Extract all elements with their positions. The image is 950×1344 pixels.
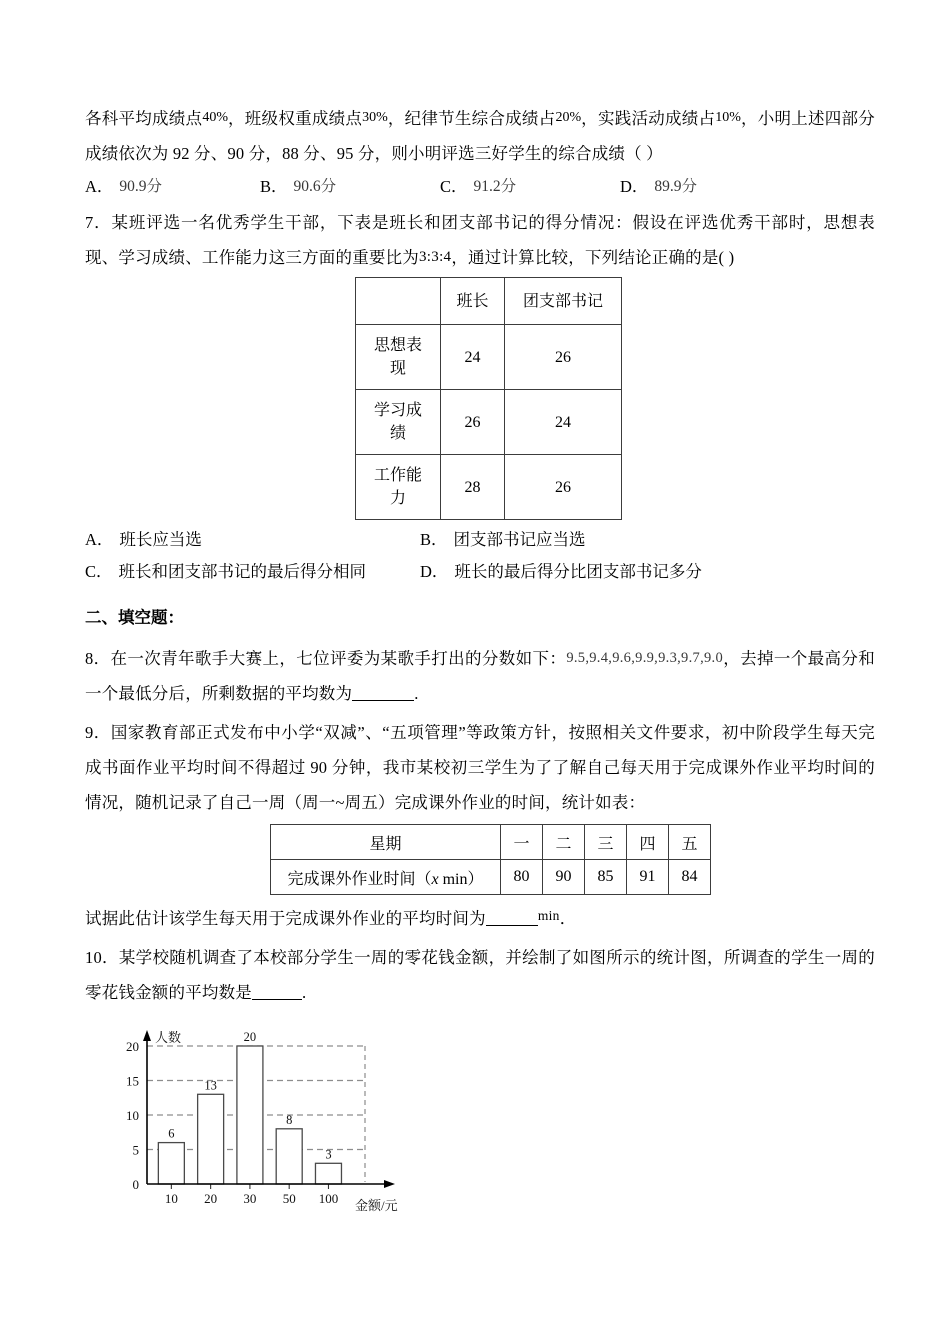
table-row [356,455,622,520]
x-axis-label: 金额/元 [355,1198,398,1213]
q9-unit: min [537,908,560,923]
q6-choice-c-value: 91.2分 [473,178,517,195]
q9-number: 9． [85,723,111,742]
bar-chart-svg [103,1024,423,1219]
q7-header-blank [356,278,441,325]
question-7-choices-row-1 [85,524,875,556]
q7-row-2-name: 工作能力 [356,455,441,520]
y-tick-label: 15 [126,1073,139,1089]
question-9-table-wrapper [85,824,875,895]
bar [198,1094,224,1184]
question-9-table [270,824,711,895]
y-tick-label: 5 [132,1142,139,1158]
question-8-body [85,641,875,711]
bar [276,1129,302,1184]
q6-percent-4: 10% [715,110,741,125]
q9-row2-label-post: ） [467,870,484,888]
q9-row2-label [271,860,501,895]
x-tick-label: 100 [318,1191,339,1206]
q9-answer-blank[interactable] [486,911,538,926]
q7-choice-b[interactable] [420,524,586,556]
q9-row2-label-pre: 完成课外作业时间（ [287,870,432,888]
q7-row-1-name: 学习成绩 [356,390,441,455]
q8-number: 8． [85,649,111,668]
q9-value-0: 80 [501,860,543,895]
q6-choice-a-label: A． [85,177,114,196]
q9-text-1: 国家教育部正式发布中小学“双减”、“五项管理”等政策方针，按照相关文件要求，初中阶段学生每天完成书面作业平均时间不得超过 90 分钟，我市某校初三学生为了了解自己每天用于完成课外作业平均时间的情况，随机记录了自己一周（周一~周五）完成课外作业的时间，统计如表： [85,723,875,812]
q9-value-1: 90 [543,860,585,895]
q7-choice-a-value: 班长应当选 [119,530,202,549]
y-axis-arrow [143,1030,151,1041]
question-7-table-wrapper [85,277,875,520]
q10-answer-blank[interactable] [252,985,302,1000]
q9-day-3: 四 [627,825,669,860]
question-9-body [85,715,875,820]
question-7-table [355,277,622,520]
x-axis-arrow [384,1180,395,1188]
x-tick-label: 30 [243,1191,257,1206]
q7-text-1: 某班评选一名优秀学生干部，下表是班长和团支部书记的得分情况：假设在评选优秀干部时，思想表现、学习成绩、工作能力这三方面的重要比为 [85,213,875,267]
question-6-choices [85,171,875,203]
q9-value-2: 85 [585,860,627,895]
q7-choice-c-label: C． [85,562,113,581]
q7-row-2-monitor: 28 [441,455,505,520]
y-tick-label: 0 [132,1177,139,1192]
q6-choice-d-value: 89.9分 [654,178,698,195]
q6-choice-c[interactable] [440,171,620,203]
q7-choice-d[interactable] [420,556,702,588]
q8-answer-blank[interactable] [352,686,414,701]
table-row [356,325,622,390]
q9-row2-label-unit: min [438,870,468,888]
q6-percent-2: 30% [362,110,388,125]
question-9-conclusion [85,898,875,936]
q9-day-0: 一 [501,825,543,860]
q10-number: 10． [85,948,119,967]
q7-row-1-secretary: 24 [505,390,622,455]
q7-number: 7． [85,213,112,232]
q6-text-3: ，纪律节生综合成绩占 [387,109,556,128]
q6-choice-a-value: 90.9分 [119,178,163,195]
q7-header-secretary: 团支部书记 [505,278,622,325]
table-header-row [356,278,622,325]
y-axis-label: 人数 [155,1030,182,1045]
q9-row2-label-var: x [431,870,439,888]
q7-choice-a[interactable] [85,524,420,556]
q7-choice-d-label: D． [420,562,449,581]
q6-percent-1: 40% [202,110,228,125]
q6-text-4: ，实践活动成绩占 [581,109,716,128]
q6-choice-b-label: B． [260,177,288,196]
q9-day-2: 三 [585,825,627,860]
bar-value-label: 3 [325,1147,332,1162]
question-7-choices-row-2 [85,556,875,588]
question-10-body [85,940,875,1010]
document-content [85,100,875,1219]
x-tick-label: 20 [204,1191,218,1206]
q6-choice-d-label: D． [620,177,649,196]
q9-text-3: ． [559,909,577,928]
q7-choice-b-label: B． [420,530,448,549]
question-6-body [85,100,875,171]
q9-value-4: 84 [669,860,711,895]
q7-choice-b-value: 团支部书记应当选 [453,530,586,549]
q7-text-2: ，通过计算比较，下列结论正确的是( ) [451,248,735,267]
spending-bar-chart [103,1024,423,1219]
table-row [271,860,711,895]
y-tick-label: 10 [126,1108,139,1123]
q6-choice-b[interactable] [260,171,440,203]
q9-value-3: 91 [627,860,669,895]
y-tick-label: 20 [126,1039,139,1054]
q7-row-1-monitor: 26 [441,390,505,455]
section-2-title: 二、填空题： [85,608,184,627]
q7-choice-c-value: 班长和团支部书记的最后得分相同 [118,562,367,581]
bar [315,1163,341,1184]
q8-scores: 9.5,9.4,9.6,9.9,9.3,9.7,9.0 [566,650,724,666]
q7-header-monitor: 班长 [441,278,505,325]
q6-percent-3: 20% [555,110,582,125]
q7-choice-d-value: 班长的最后得分比团支部书记多分 [454,562,702,581]
bar-value-label: 6 [168,1126,175,1141]
bar-value-label: 13 [204,1078,217,1093]
q8-text-3: . [414,684,419,703]
q6-choice-c-label: C． [440,177,468,196]
q7-choice-c[interactable] [85,556,420,588]
q7-row-0-name: 思想表现 [356,325,441,390]
x-tick-label: 10 [164,1191,178,1206]
q7-ratio: 3:3:4 [419,249,452,265]
bar-value-label: 20 [243,1030,257,1044]
bar [158,1143,184,1184]
q9-day-1: 二 [543,825,585,860]
q6-text-2: ，班级权重成绩点 [227,109,363,128]
q9-text-2: 试据此估计该学生每天用于完成课外作业的平均时间为 [85,909,486,928]
q7-row-0-secretary: 26 [505,325,622,390]
q10-text-2: . [302,983,307,1002]
q7-row-0-monitor: 24 [441,325,505,390]
q6-text-5: ，小明上述四部分成绩依次为 92 分、90 分，88 分、95 分，则小明评选三好学生的综合成绩（ ） [85,109,876,163]
chart-bars [158,1030,341,1184]
q7-row-2-secretary: 26 [505,455,622,520]
q6-text-prefix: 各科平均成绩点 [85,109,203,128]
q7-choice-a-label: A． [85,530,114,549]
x-tick-label: 50 [282,1191,296,1206]
bar-value-label: 8 [286,1112,293,1127]
question-7-body [85,205,875,275]
table-header-row [271,825,711,860]
bar [237,1046,263,1184]
q6-choice-a[interactable] [85,171,260,203]
q8-text-1: 在一次青年歌手大赛上，七位评委为某歌手打出的分数如下： [110,649,567,668]
q9-row1-label: 星期 [271,825,501,860]
q6-choice-d[interactable] [620,171,697,203]
q9-day-4: 五 [669,825,711,860]
q10-text-1: 某学校随机调查了本校部分学生一周的零花钱金额，并绘制了如图所示的统计图，所调查的学生一周的零花钱金额的平均数是 [85,948,876,1002]
table-row [356,390,622,455]
q6-choice-b-value: 90.6分 [293,178,337,195]
q8-text-2: ，去掉一个最高分和一个最低分后，所剩数据的平均数为 [85,649,875,703]
